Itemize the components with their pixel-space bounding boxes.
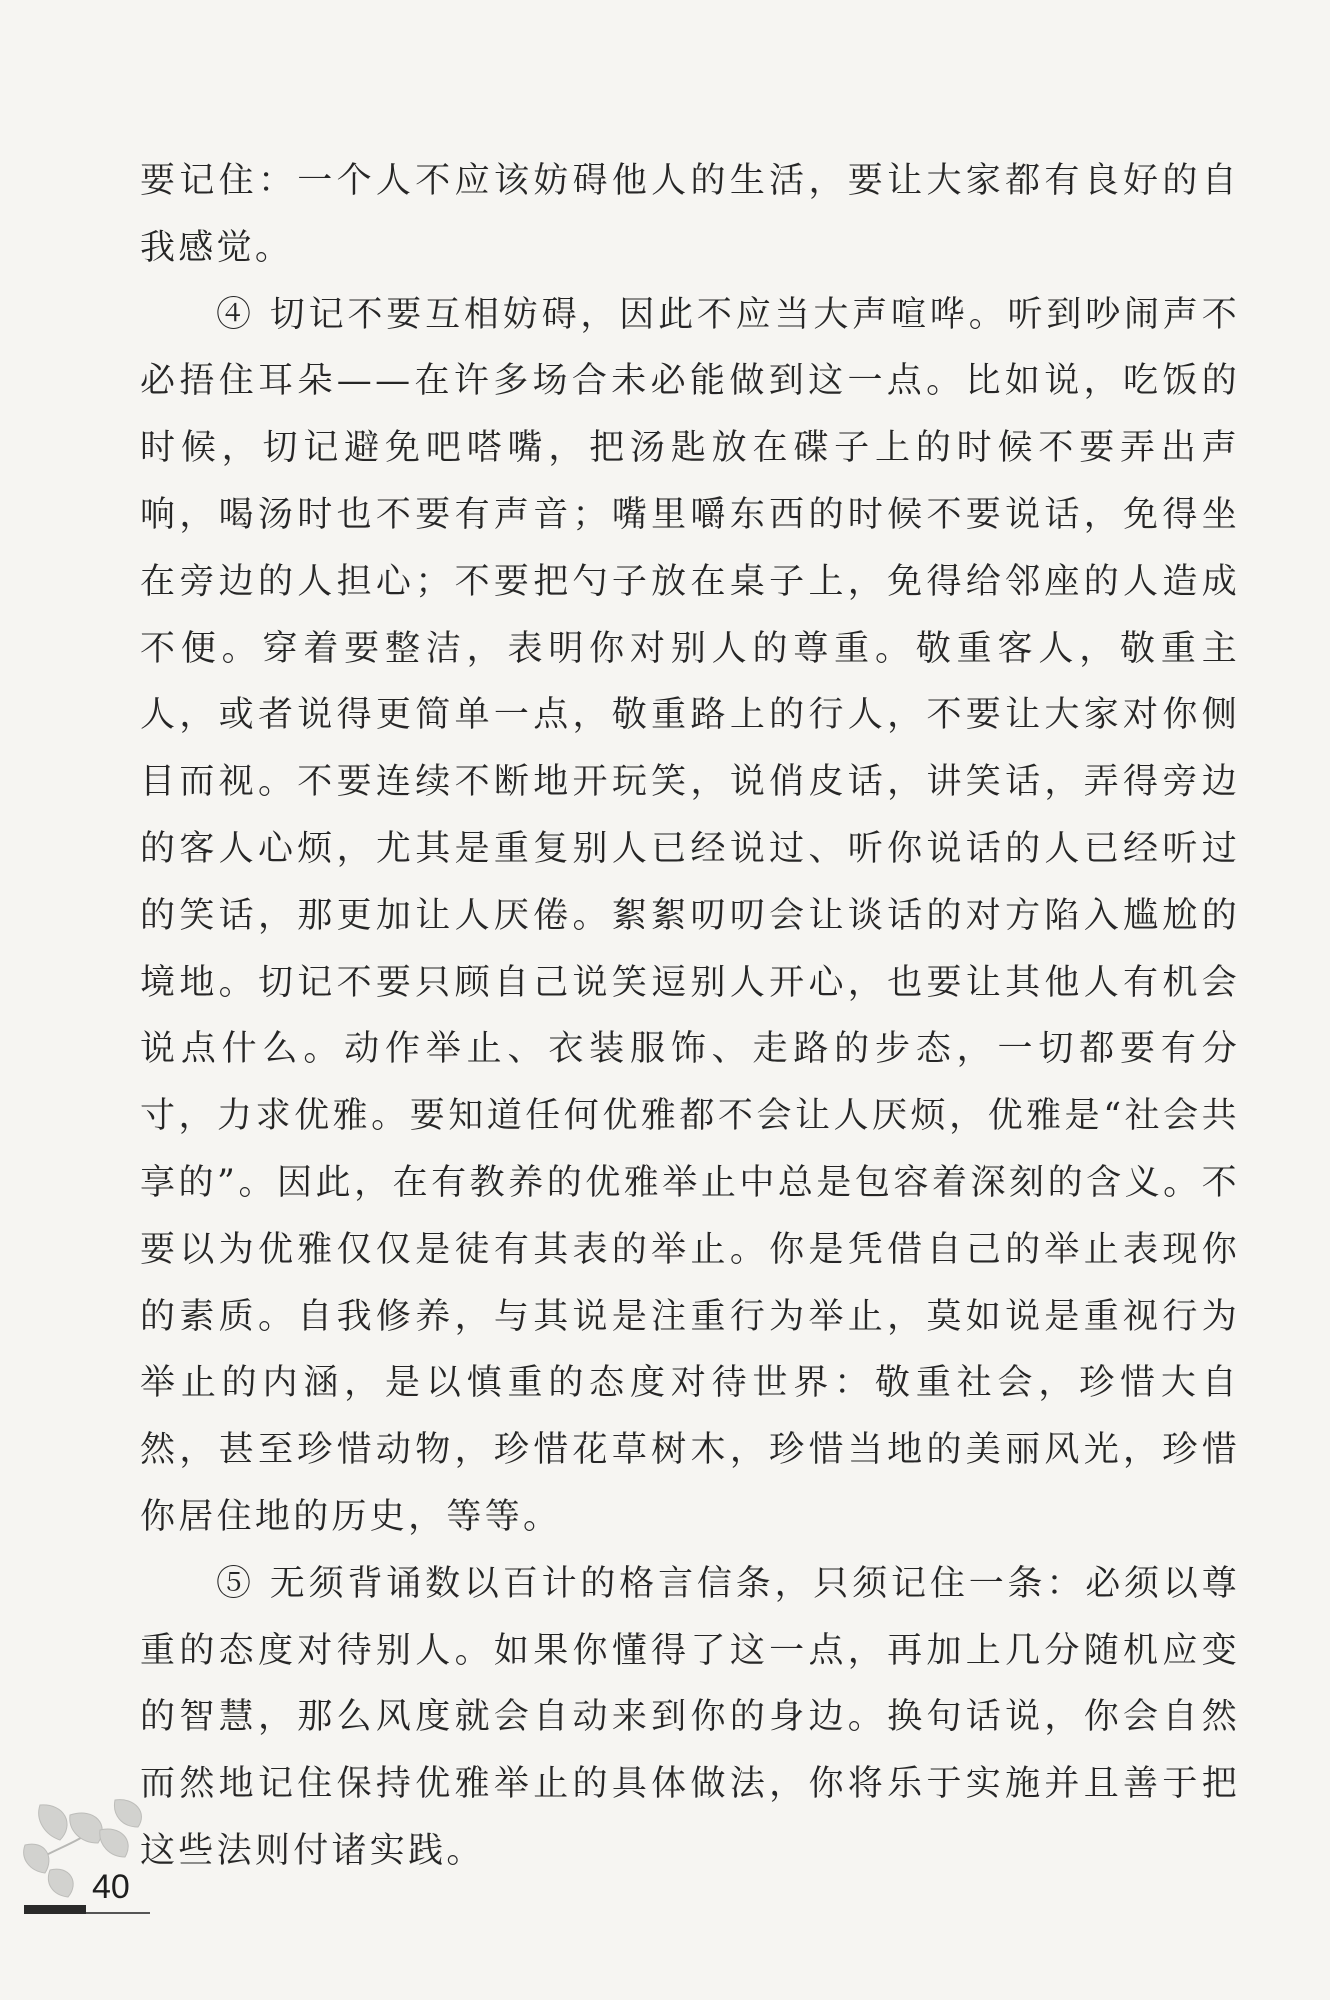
body-text <box>140 148 1240 1885</box>
paragraph-continuation: 要记住：一个人不应该妨碍他人的生活，要让大家都有良好的自我感觉。 <box>140 161 1240 268</box>
footer-bar <box>24 1905 86 1914</box>
paragraph-4: ④ 切记不要互相妨碍，因此不应当大声喧哗。听到吵闹声不必捂住耳朵——在许多场合未必能做到这一点。比如说，吃饭的时候，切记避免吧嗒嘴，把汤匙放在碟子上的时候不要弄出声响，喝汤时也不要有声音；嘴里嚼东西的时候不要说话，免得坐在旁边的人担心；不要把勺子放在桌子上，免得给邻座的人造成不便。穿着要整洁，表明你对别人的尊重。敬重客人，敬重主人，或者说得更简单一点，敬重路上的行人，不要让大家对你侧目而视。不要连续不断地开玩笑，说俏皮话，讲笑话，弄得旁边的客人心烦，尤其是重复别人已经说过、听你说话的人已经听过的笑话，那更加让人厌倦。絮絮叨叨会让谈话的对方陷入尴尬的境地。切记不要只顾自己说笑逗别人开心，也要让其他人有机会说点什么。动作举止、衣装服饰、走路的步态，一切都要有分寸，力求优雅。要知道任何优雅都不会让人厌烦，优雅是“社会共享的”。因此，在有教养的优雅举止中总是包容着深刻的含义。不要以为优雅仅仅是徒有其表的举止。你是凭借自己的举止表现你的素质。自我修养，与其说是注重行为举止，莫如说是重视行为举止的内涵，是以慎重的态度对待世界：敬重社会，珍惜大自然，甚至珍惜动物，珍惜花草树木，珍惜当地的美丽风光，珍惜你居住地的历史，等等。 <box>140 294 1240 1537</box>
footer-rule <box>86 1912 150 1914</box>
leaf-branch-icon <box>20 1795 160 1905</box>
page-number: 40 <box>92 1868 130 1906</box>
paragraph-5: ⑤ 无须背诵数以百计的格言信条，只须记住一条：必须以尊重的态度对待别人。如果你懂得了这一点，再加上几分随机应变的智慧，那么风度就会自动来到你的身边。换句话说，你会自然而然地记住保持优雅举止的具体做法，你将乐于实施并且善于把这些法则付诸实践。 <box>140 1563 1240 1871</box>
